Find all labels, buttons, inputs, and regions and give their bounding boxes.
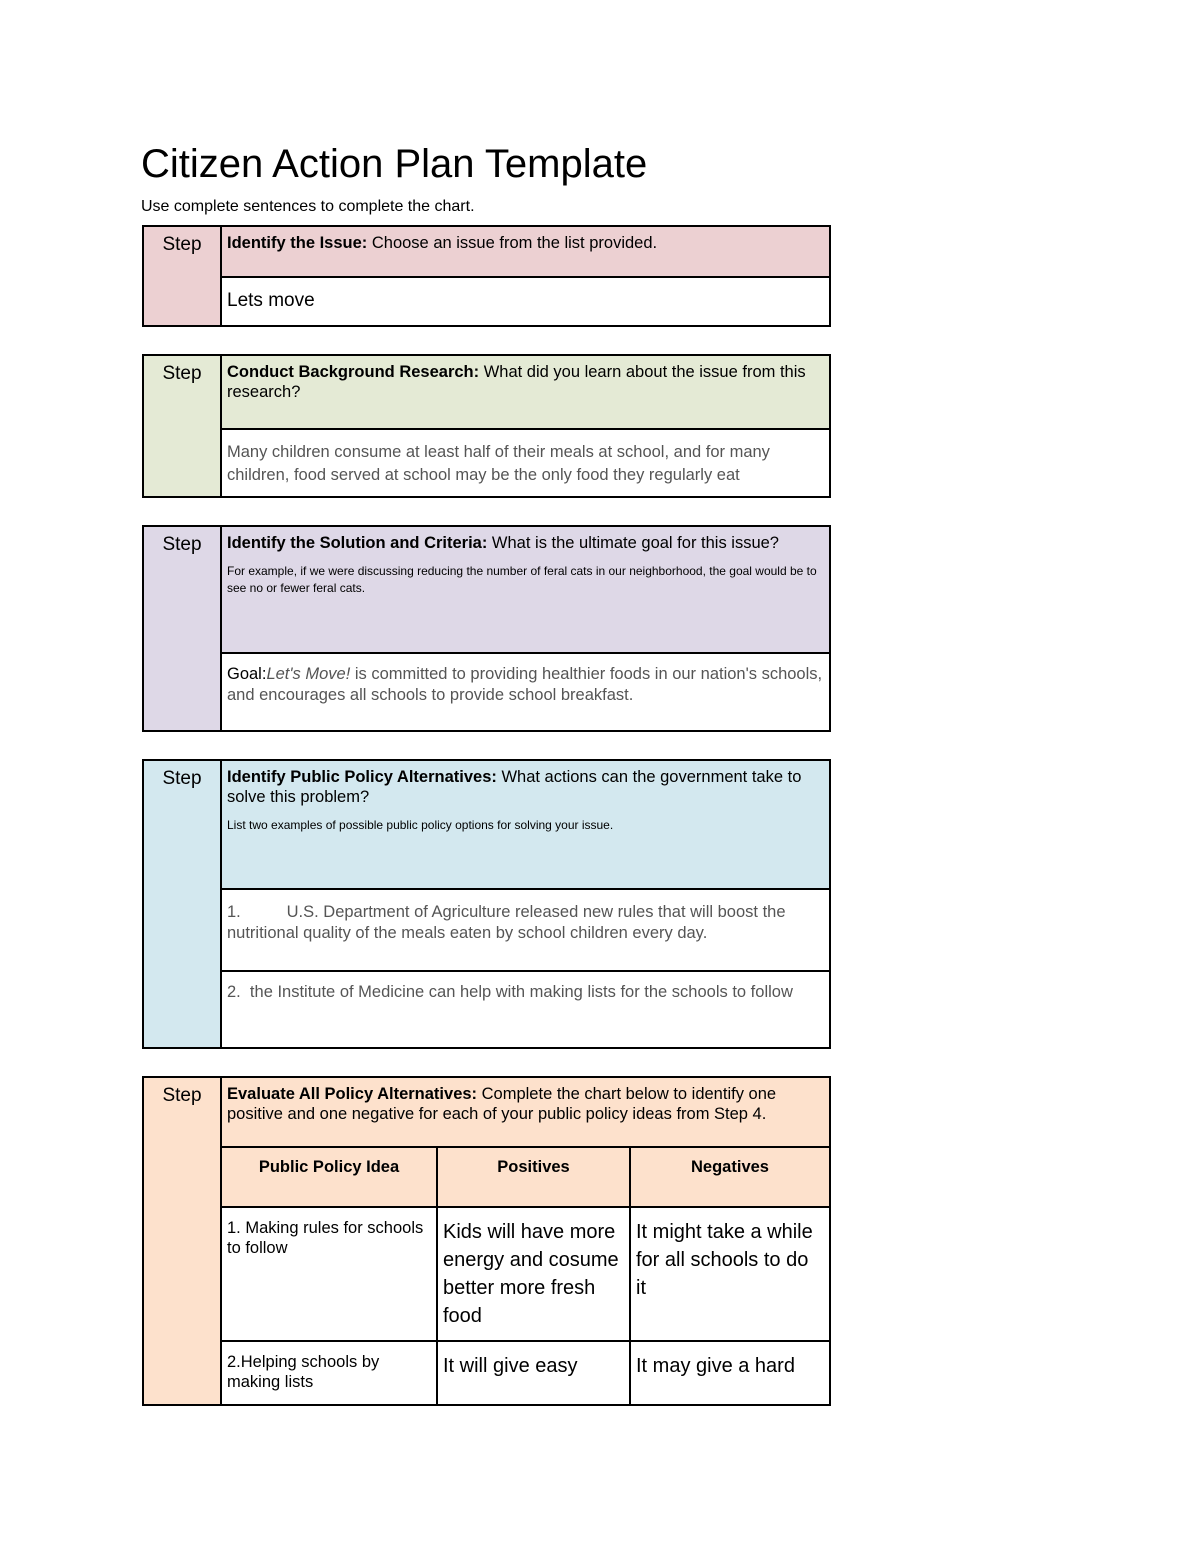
step-3-label: Step xyxy=(144,527,222,730)
step-4-note: List two examples of possible public policy options for solving your issue. xyxy=(227,818,614,832)
table-cell-negative-1[interactable]: It might take a while for all schools to do it xyxy=(631,1208,829,1342)
table-cell-idea-2[interactable]: 2.Helping schools by making lists xyxy=(222,1342,438,1404)
goal-program-name: Let's Move! xyxy=(266,665,351,683)
step-2-label: Step xyxy=(144,356,222,496)
step-4-answer-2[interactable]: 2. the Institute of Medicine can help with making lists for the schools to follow xyxy=(222,970,829,1047)
step-1-heading: Identify the Issue: xyxy=(227,234,368,252)
step-2-prompt xyxy=(222,356,829,430)
step-5-prompt xyxy=(222,1078,829,1148)
table-header-idea: Public Policy Idea xyxy=(222,1148,438,1208)
step-2-block xyxy=(142,354,831,498)
instructions: Use complete sentences to complete the chart. xyxy=(141,198,475,215)
goal-text: is committed to providing healthier foods in our nation's schools, and encourages all schools to provide school breakfast. xyxy=(227,665,823,704)
table-cell-negative-2[interactable]: It may give a hard xyxy=(636,1355,795,1377)
step-3-heading: Identify the Solution and Criteria: xyxy=(227,534,488,552)
step-3-block xyxy=(142,525,831,732)
step-4-label: Step xyxy=(144,761,222,1047)
step-4-prompt-text: What actions can the government take to solve this problem? xyxy=(227,768,802,806)
step-4-prompt xyxy=(222,761,829,890)
table-cell-positive-1[interactable]: Kids will have more energy and cosume better more fresh food xyxy=(438,1208,631,1342)
step-1-answer[interactable]: Lets move xyxy=(227,290,315,311)
step-1-label: Step xyxy=(144,227,222,325)
goal-label: Goal: xyxy=(227,665,267,683)
step-4-block xyxy=(142,759,831,1049)
step-1-prompt-text: Choose an issue from the list provided. xyxy=(367,234,658,252)
step-3-prompt-text: What is the ultimate goal for this issue? xyxy=(487,534,779,552)
step-4-answer-1[interactable]: 1. U.S. Department of Agriculture released new rules that will boost the nutritional quality of the meals eaten by school children every day. xyxy=(227,903,791,942)
step-3-note: For example, if we were discussing reducing the number of feral cats in our neighborhood, the goal would be to see no or fewer feral cats. xyxy=(227,564,817,595)
page-title: Citizen Action Plan Template xyxy=(141,142,648,186)
step-1-prompt xyxy=(222,227,829,278)
step-2-prompt-text: What did you learn about the issue from this research? xyxy=(227,363,806,401)
step-5-label: Step xyxy=(144,1078,222,1404)
table-cell-positive-2[interactable]: It will give easy xyxy=(438,1342,631,1404)
step-2-heading: Conduct Background Research: xyxy=(227,363,480,381)
step-3-prompt xyxy=(222,527,829,654)
table-header-positives: Positives xyxy=(438,1148,631,1208)
step-4-heading: Identify Public Policy Alternatives: xyxy=(227,768,497,786)
table-cell-idea-1[interactable]: 1. Making rules for schools to follow xyxy=(222,1208,438,1342)
table-header-negatives: Negatives xyxy=(631,1148,829,1208)
step-5-prompt-text: Complete the chart below to identify one positive and one negative for each of your public policy ideas from Step 4. xyxy=(227,1085,777,1123)
step-3-answer[interactable] xyxy=(222,654,829,730)
step-1-block xyxy=(142,225,831,327)
step-5-heading: Evaluate All Policy Alternatives: xyxy=(227,1085,478,1103)
step-5-block xyxy=(142,1076,831,1406)
evaluation-table xyxy=(222,1148,829,1404)
step-2-answer[interactable]: Many children consume at least half of their meals at school, and for many children, food served at school may be the only food they regularly eat xyxy=(227,443,770,484)
